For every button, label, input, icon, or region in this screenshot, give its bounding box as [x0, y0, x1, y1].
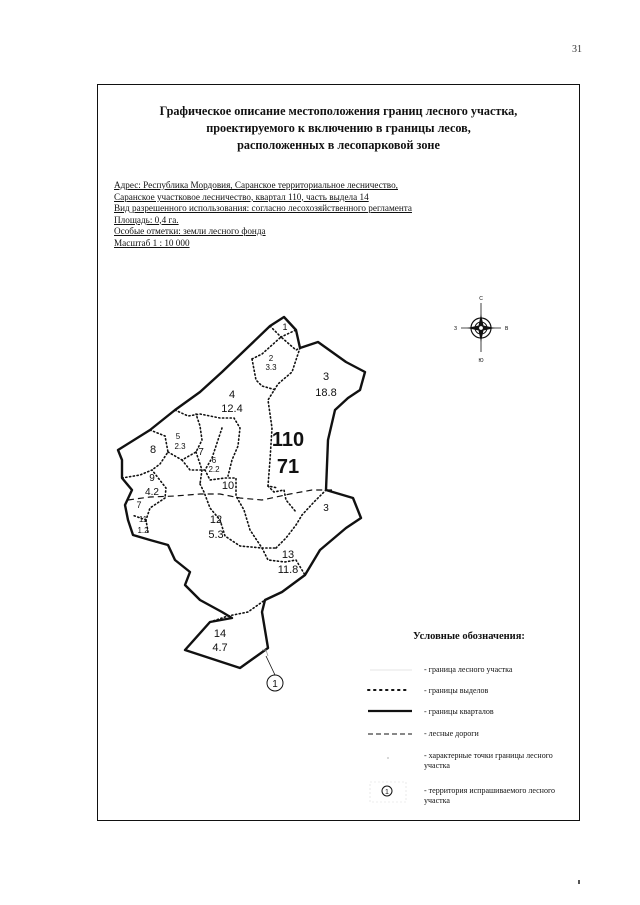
vydel-3-label: 3	[322, 371, 330, 383]
vydel-13-area: 11.8	[277, 564, 299, 576]
compass-rose-icon	[454, 296, 509, 364]
vydel-13-label: 13	[281, 549, 295, 561]
vydel-2-label: 2	[268, 354, 274, 363]
legend-title: Условные обозначения:	[413, 631, 525, 642]
compass-south-label: Ю	[478, 358, 484, 364]
legend-item-forest-roads: - лесные дороги	[424, 729, 479, 738]
vydel-12-area: 5.3	[208, 529, 224, 541]
title-line: Графическое описание местоположения границ лесного участка,	[159, 104, 518, 118]
vydel-6-label: 6	[211, 456, 217, 465]
vydel-3-area: 18.8	[315, 387, 337, 399]
vydel-11-area: 1.2	[137, 526, 149, 535]
special-notes: Особые отметки: земли лесного фонда	[114, 226, 266, 236]
vydel-1-label: 1	[282, 322, 288, 332]
legend-point-symbol	[387, 757, 389, 759]
vydel-11-label: 11	[138, 515, 148, 524]
legend-marker-number: 1	[385, 789, 389, 796]
vydel-5-area: 2.3	[174, 442, 186, 451]
page-number: 31	[572, 44, 582, 55]
vydel-6-area: 2.2	[208, 465, 220, 474]
vydel-3b-label: 3	[323, 503, 329, 514]
area: Площадь: 0,4 га.	[114, 214, 179, 225]
compass-east-label: В	[505, 326, 509, 332]
vydel-4-label: 4	[228, 389, 236, 401]
scale: Масштаб 1 : 10 000	[114, 237, 190, 248]
title-line: расположенных в лесопарковой зоне	[237, 138, 440, 152]
vydel-14-label: 14	[213, 628, 227, 640]
vydel-7-label: 7	[198, 447, 204, 458]
scan-mark	[578, 880, 580, 884]
address-line: Адрес: Республика Мордовия, Саранское территориальное лесничество,	[114, 180, 398, 190]
permitted-use: Вид разрешенного использования: согласно лесохозяйственного регламента	[114, 203, 412, 213]
legend-item-quarter-boundaries: - границы кварталов	[424, 707, 494, 716]
legend-symbols	[368, 670, 412, 802]
compass-north-label: С	[479, 296, 483, 302]
quarter-sub-number: 71	[276, 456, 300, 478]
vydel-14-area: 4.7	[212, 642, 228, 654]
vydel-5-label: 5	[175, 432, 181, 441]
address-line-2: Саранское участковое лесничество, квартал 110, часть выдела 14	[114, 191, 369, 202]
title-line: проектируемого к включению в границы лесов,	[206, 121, 471, 135]
vydel-2-area: 3.3	[265, 363, 277, 372]
vydel-9-label: 9	[149, 473, 155, 484]
legend-item-boundary-points: - характерные точки границы лесного участка	[424, 751, 553, 770]
vydel-9-area: 4.2	[145, 487, 159, 498]
quarter-number: 110	[271, 429, 305, 451]
vydel-4-area: 12.4	[221, 403, 243, 415]
vydel-8-label: 8	[149, 444, 157, 456]
legend-item-vydel-boundaries: - границы выделов	[424, 686, 489, 695]
legend-item-parcel-boundary: - граница лесного участка	[424, 665, 513, 674]
point-leader-line	[266, 656, 275, 675]
legend-item-territory: - территория испрашиваемого лесного участка	[424, 786, 556, 805]
vydel-7b-label: 7	[136, 500, 142, 510]
compass-west-label: З	[453, 326, 457, 332]
vydel-12-label: 12	[209, 514, 223, 526]
point-marker-number: 1	[272, 679, 278, 690]
vydel-10-label: 10	[221, 480, 235, 492]
